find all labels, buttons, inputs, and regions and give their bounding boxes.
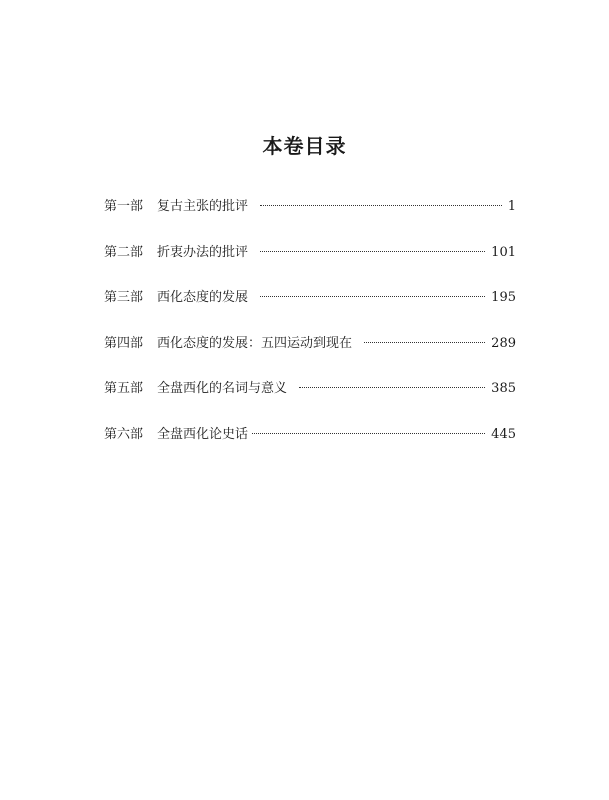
toc-part-label: 第一部 bbox=[104, 199, 144, 214]
toc-part-label: 第四部 bbox=[104, 335, 144, 351]
toc-entry-4[interactable] bbox=[104, 333, 516, 355]
dot-leader bbox=[252, 433, 485, 434]
toc-part-label: 第五部 bbox=[104, 381, 144, 396]
dot-leader bbox=[299, 387, 485, 388]
toc-list bbox=[104, 196, 516, 469]
dot-leader bbox=[260, 296, 485, 297]
toc-entry-1[interactable] bbox=[104, 196, 516, 218]
toc-entry-title: 西化态度的发展 bbox=[157, 290, 249, 305]
toc-part-label: 第三部 bbox=[104, 290, 144, 305]
toc-entry-title: 复古主张的批评 bbox=[157, 199, 249, 214]
toc-page-number: 1 bbox=[507, 199, 516, 214]
toc-entry-5[interactable] bbox=[104, 378, 516, 400]
toc-title: 本卷目录 bbox=[262, 134, 347, 158]
toc-entry-title: 全盘西化论史话 bbox=[157, 426, 249, 442]
toc-entry-title: 折衷办法的批评 bbox=[157, 244, 249, 260]
toc-part-label: 第二部 bbox=[104, 244, 144, 260]
toc-page-number: 101 bbox=[491, 244, 516, 260]
toc-entry-3[interactable] bbox=[104, 287, 516, 309]
toc-page-number: 445 bbox=[491, 426, 516, 442]
dot-leader bbox=[260, 251, 485, 252]
toc-page-number: 385 bbox=[491, 381, 516, 396]
toc-page-number: 289 bbox=[491, 335, 516, 351]
dot-leader bbox=[260, 205, 502, 206]
toc-page-number: 195 bbox=[491, 290, 516, 305]
toc-entry-title: 全盘西化的名词与意义 bbox=[157, 381, 288, 396]
toc-entry-2[interactable] bbox=[104, 242, 516, 264]
dot-leader bbox=[364, 342, 485, 343]
toc-entry-title: 西化态度的发展：五四运动到现在 bbox=[157, 335, 353, 351]
toc-entry-6[interactable] bbox=[104, 424, 516, 446]
toc-part-label: 第六部 bbox=[104, 426, 144, 442]
